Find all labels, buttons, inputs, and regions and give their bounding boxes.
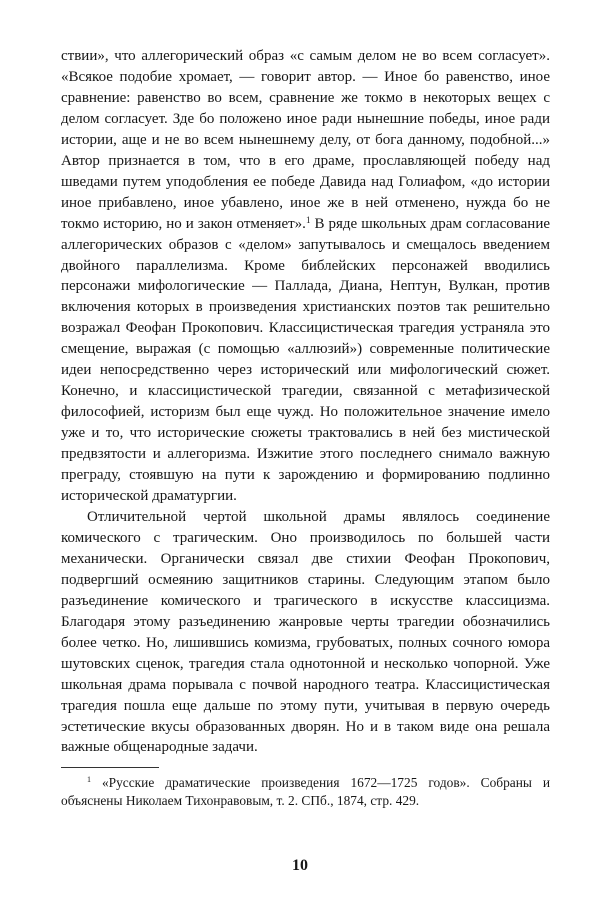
paragraph-1-text-after-ref: В ряде школьных драм согласование аллегорических образов с «делом» запутывалось и смещалось введением двойного параллелизма. Кроме библейских персонажей вводились персонажи мифологические — Паллада, Диана, Нептун, Вулкан, против включения которых в произведения христианских поэтов так решительно возражал Феофан Прокопович. Классицистическая трагедия устраняла это смещение, выражая (с помощью «аллюзий») современные политические идеи непосредственно через исторический или мифологический сюжет. Конечно, и классицистической трагедии, связанной с метафизической философией, историзм был еще чужд. Но положительное значение имело уже и то, что исторические сюжеты трактовались в ней без мистической предвзятости и аллегоризма. Изжитие этого последнего снимало важную преграду, стоявшую на пути к зарождению и формированию подлинно исторической драматургии. bbox=[61, 215, 550, 505]
footnote-reference-mark: 1 bbox=[305, 214, 311, 225]
footnote bbox=[61, 774, 550, 810]
page-number: 10 bbox=[292, 857, 308, 874]
footnote-text: «Русские драматические произведения 1672—1725 годов». Собраны и объяснены Николаем Тихонравовым, т. 2. СПб., 1874, стр. 429. bbox=[61, 775, 550, 808]
footnote-divider bbox=[61, 767, 159, 768]
paragraph-1-text-before-ref: ствии», что аллегорический образ «с самым делом не во всем согласует». «Всякое подобие хромает, — говорит автор. — Иное бо равенство, иное сравнение: равенство во всем, сравнение же токмо в некоторых вещех с делом согласует. Зде бо положено иное ради нынешние победы, иное ради истории, аще и не во всем нынешнему делу, от бога данному, подобной...» Автор признается в том, что в его драме, прославляющей победу над шведами путем уподобления ее победе Давида над Голиафом, «до истории иное прибавлено, иное убавлено, иное же в ней отменено, нужда бо не токмо историю, но и закон отменяет». bbox=[61, 48, 550, 232]
footnote-mark: 1 bbox=[87, 775, 91, 784]
paragraph-2: Отличительной чертой школьной драмы являлось соединение комического с трагическим. Оно производилось по большей части механически. Органически связал две стихии Феофан Прокопович, подвергший осмеянию защитников старины. Следующим этапом было разъединение комического и трагического в искусстве классицизма. Благодаря этому разъединению жанровые черты трагедии обозначились более четко. Но, лишившись комизма, грубоватых, полных сочного юмора шутовских сценок, трагедия стала однотонной и несколько чопорной. Уже школьная драма порывала с почвой народного театра. Классицистическая трагедия пошла еще дальше по этому пути, учитывая в первую очередь эстетические вкусы образованных дворян. Но и в таком виде она решала важные общенародные задачи. bbox=[61, 508, 550, 756]
paragraph-1 bbox=[61, 46, 550, 507]
page-body bbox=[61, 46, 550, 758]
